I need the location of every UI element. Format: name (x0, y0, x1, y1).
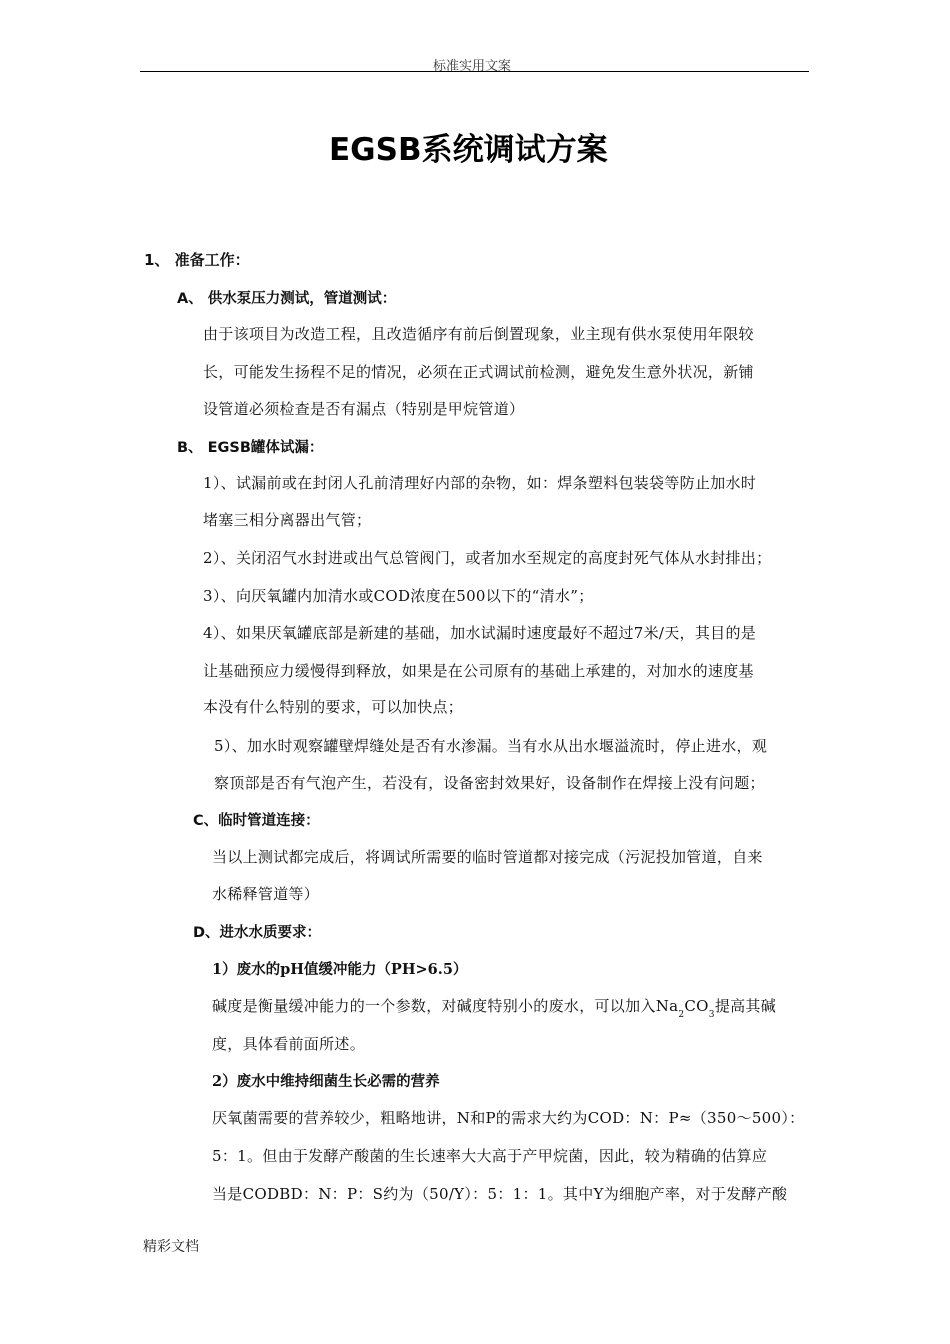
text-span: 提高其碱 (714, 997, 777, 1015)
text-span: CO (684, 997, 709, 1015)
paragraph-line: 厌氧菌需要的营养较少，粗略地讲，N和P的需求大约为COD：N：P≈（350～500）： (212, 1109, 805, 1127)
paragraph-line (212, 995, 777, 1020)
section-heading-preparation: 1、 准备工作： (144, 251, 250, 269)
paragraph-line: 5：1。但由于发酵产酸菌的生长速率大大高于产甲烷菌，因此，较为精确的估算应 (212, 1147, 768, 1165)
header-rule (140, 71, 809, 72)
header-text: 标准实用文案 (433, 59, 512, 74)
item-heading-nutrients: 2）废水中维持细菌生长必需的营养 (212, 1073, 440, 1090)
paragraph-line: 由于该项目为改造工程，且改造循序有前后倒置现象，业主现有供水泵使用年限较 (203, 325, 754, 343)
item-heading-ph: 1）废水的pH值缓冲能力（PH>6.5） (212, 961, 468, 978)
paragraph-line: 当是CODBD：N：P：S约为（50/Y）：5：1：1。其中Y为细胞产率，对于发酵产酸 (212, 1185, 788, 1203)
paragraph-line: 让基础预应力缓慢得到释放，如果是在公司原有的基础上承建的，对加水的速度基 (203, 662, 754, 680)
paragraph-line: 设管道必须检查是否有漏点（特别是甲烷管道） (203, 400, 525, 418)
subscript: 3 (708, 1010, 715, 1020)
subsection-heading-b: B、 EGSB罐体试漏： (177, 440, 324, 456)
subscript: 2 (678, 1010, 685, 1020)
paragraph-line: 度，具体看前面所述。 (212, 1035, 366, 1053)
paragraph-line: 长，可能发生扬程不足的情况，必须在正式调试前检测，避免发生意外状况，新铺 (203, 363, 754, 381)
paragraph-line: 水稀释管道等） (212, 885, 320, 903)
paragraph-line: 当以上测试都完成后，将调试所需要的临时管道都对接完成（污泥投加管道，自来 (212, 848, 763, 866)
document-title: EGSB系统调试方案 (329, 132, 608, 168)
subsection-heading-c: C、临时管道连接： (193, 813, 320, 829)
paragraph-line: 5）、加水时观察罐壁焊缝处是否有水渗漏。当有水从出水堰溢流时，停止进水，观 (214, 737, 768, 755)
text-span: 碱度是衡量缓冲能力的一个参数，对碱度特别小的废水，可以加入Na (212, 997, 679, 1015)
paragraph-line: 1）、试漏前或在封闭人孔前清理好内部的杂物，如：焊条塑料包装袋等防止加水时 (203, 474, 757, 492)
paragraph-line: 察顶部是否有气泡产生，若没有，设备密封效果好，设备制作在焊接上没有问题； (214, 774, 765, 792)
paragraph-line: 堵塞三相分离器出气管； (203, 511, 372, 529)
paragraph-line: 3）、向厌氧罐内加清水或COD浓度在500以下的“清水”； (203, 587, 594, 605)
page-footer: 精彩文档 (143, 1239, 199, 1255)
subsection-heading-a: A、 供水泵压力测试，管道测试： (177, 291, 397, 307)
subsection-heading-d: D、进水水质要求： (193, 925, 322, 941)
paragraph-line: 2）、关闭沼气水封进或出气总管阀门，或者加水至规定的高度封死气体从水封排出； (203, 549, 772, 567)
paragraph-line: 本没有什么特别的要求，可以加快点； (203, 698, 464, 716)
paragraph-line: 4）、如果厌氧罐底部是新建的基础，加水试漏时速度最好不超过7米/天，其目的是 (203, 624, 757, 642)
